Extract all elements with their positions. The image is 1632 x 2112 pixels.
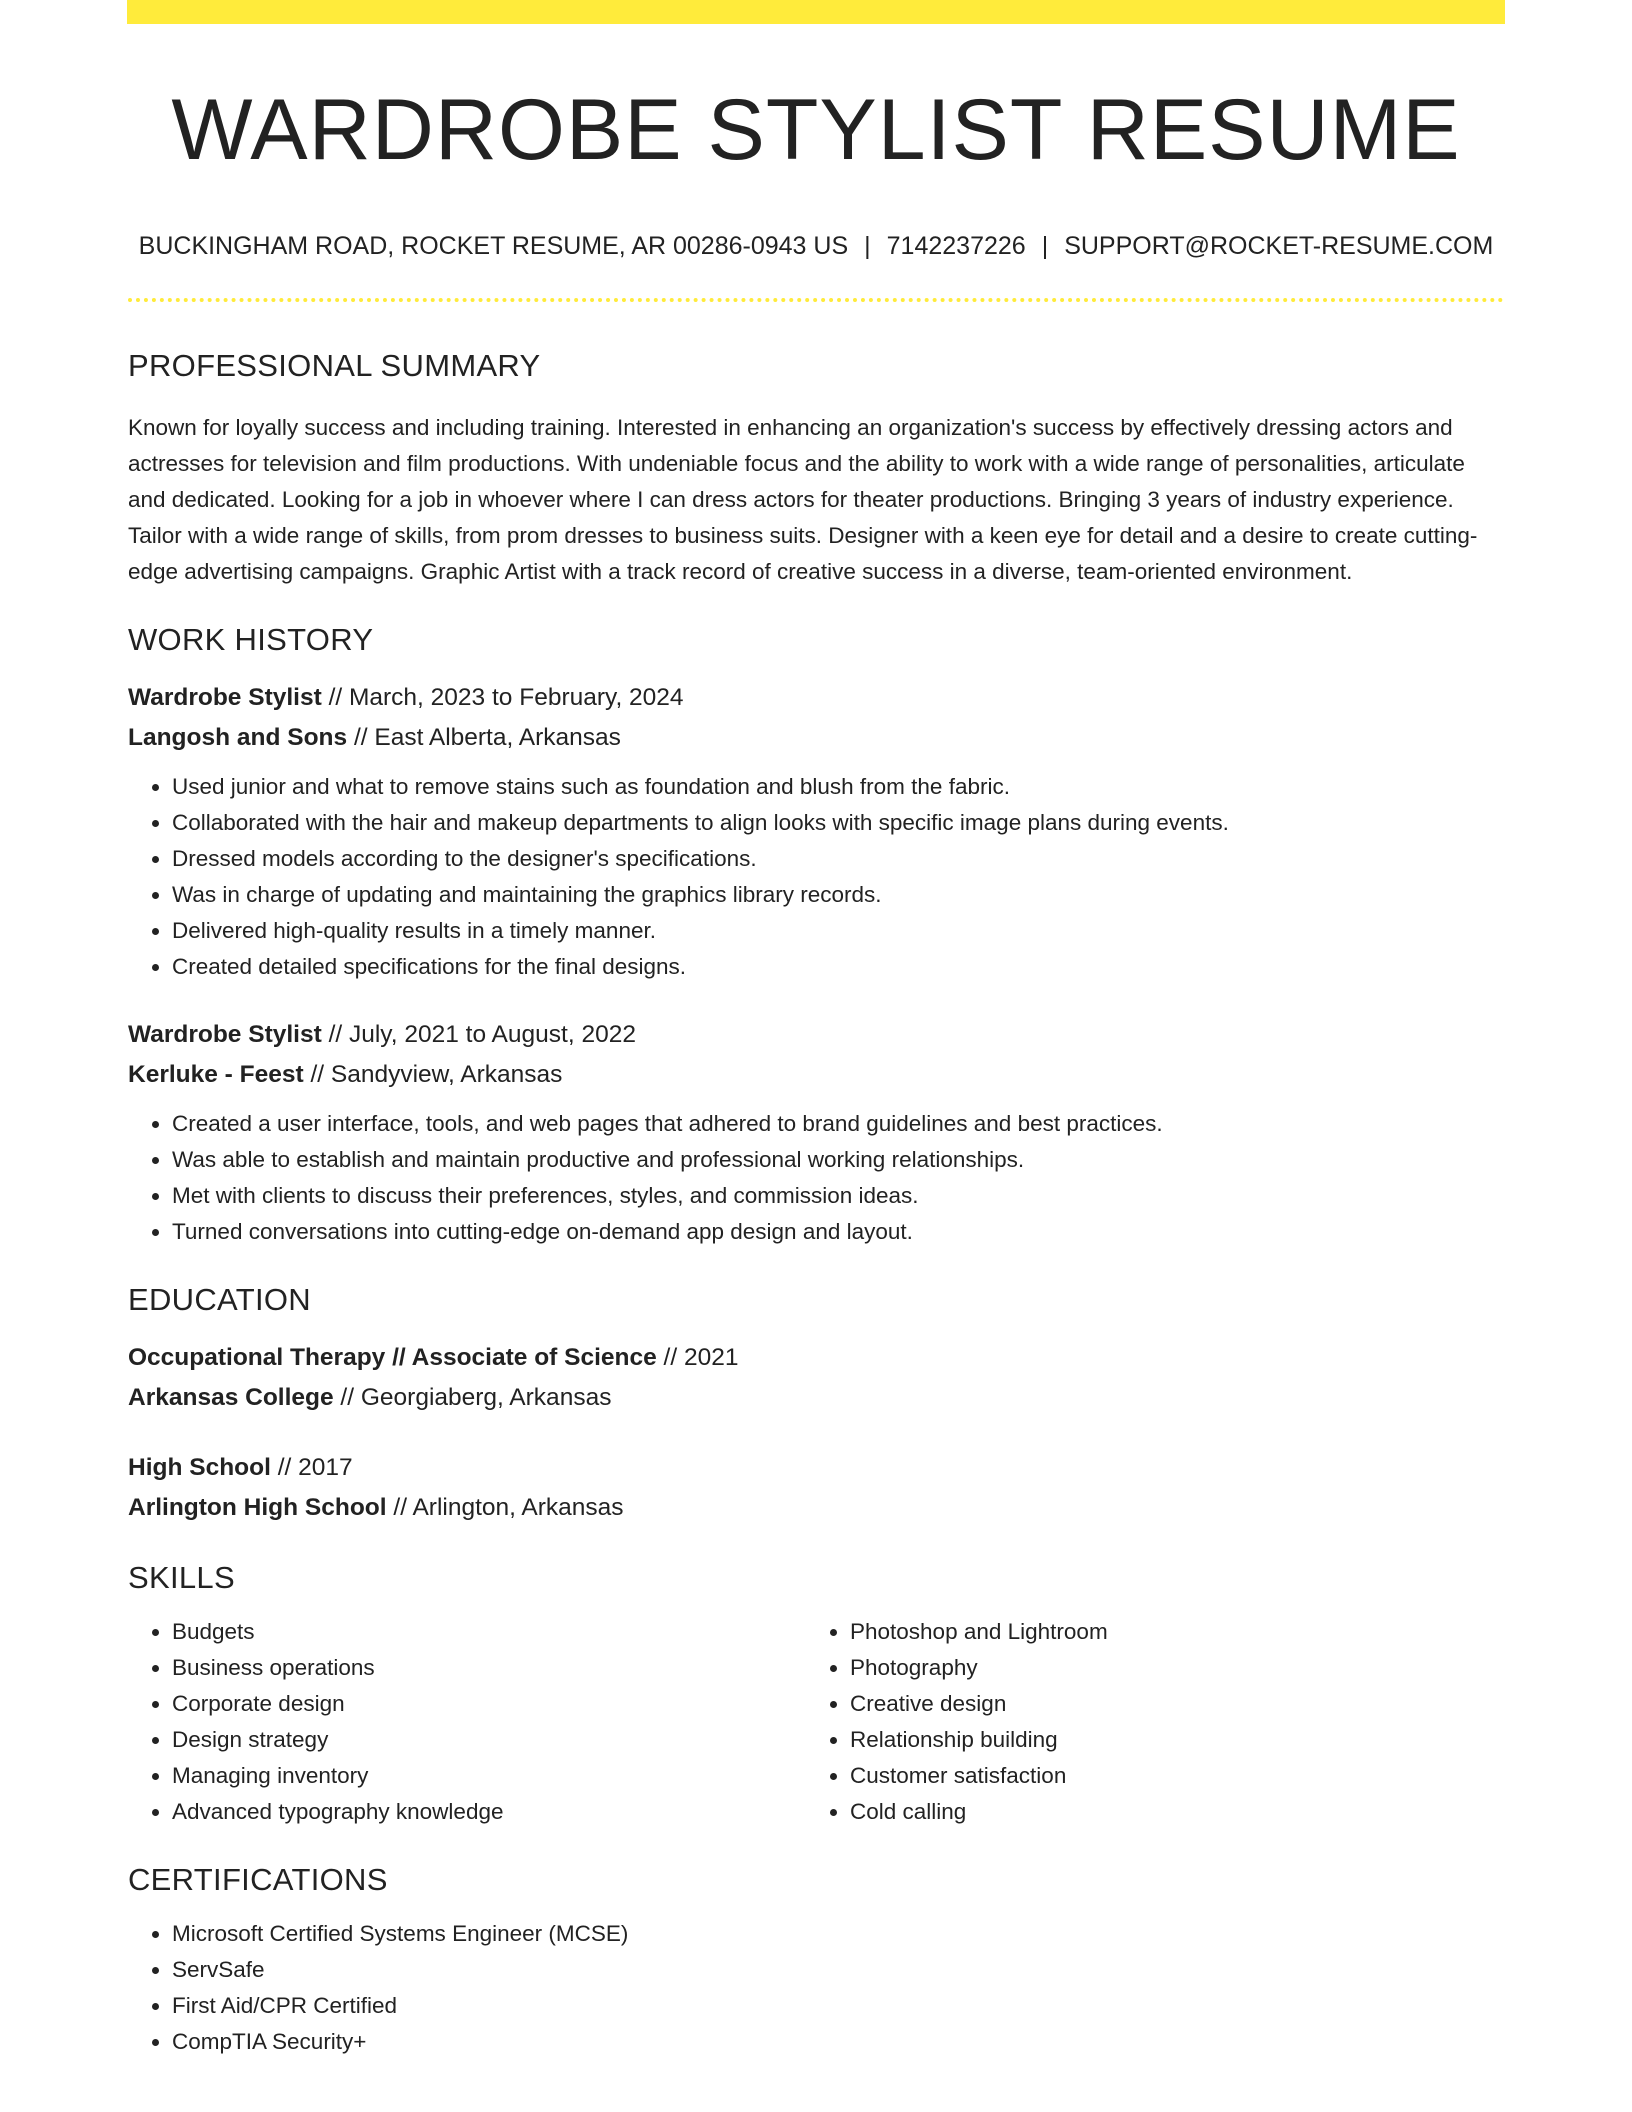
resume-content: [128, 0, 1504, 2060]
list-item: • Used junior and what to remove stains such as foundation and blush from the fabric.: [172, 769, 1504, 805]
list-item: • Advanced typography knowledge: [172, 1794, 806, 1830]
list-item: • Delivered high-quality results in a timely manner.: [172, 913, 1504, 949]
list-item: • Relationship building: [850, 1722, 1484, 1758]
education-school: Arlington High School: [128, 1494, 387, 1521]
contact-phone: 7142237226: [886, 232, 1026, 260]
list-item: • Met with clients to discuss their preferences, styles, and commission ideas.: [172, 1178, 1504, 1214]
list-item: • Creative design: [850, 1686, 1484, 1722]
list-item: • Budgets: [172, 1614, 806, 1650]
list-item: • Photoshop and Lightroom: [850, 1614, 1484, 1650]
job-title-line: [128, 1015, 1504, 1055]
list-item: • Cold calling: [850, 1794, 1484, 1830]
job-dates: // March, 2023 to February, 2024: [321, 684, 684, 711]
list-item: • Collaborated with the hair and makeup departments to align looks with specific image plans during events.: [172, 805, 1504, 841]
contact-address: BUCKINGHAM ROAD, ROCKET RESUME, AR 00286-0943 US: [138, 232, 849, 260]
job-bullets: [128, 769, 1504, 985]
job-location: // East Alberta, Arkansas: [347, 724, 621, 751]
education-location: // Arlington, Arkansas: [386, 1494, 624, 1521]
education-year: // 2021: [656, 1344, 739, 1371]
list-item: • Dressed models according to the designer's specifications.: [172, 841, 1504, 877]
education-school-line: [128, 1378, 1504, 1418]
job-title: Wardrobe Stylist: [128, 684, 322, 711]
certifications-list: [128, 1916, 1504, 2060]
job-title: Wardrobe Stylist: [128, 1021, 322, 1048]
list-item: • Microsoft Certified Systems Engineer (MCSE): [172, 1916, 1504, 1952]
job-title-line: [128, 678, 1504, 718]
education-school: Arkansas College: [128, 1384, 334, 1411]
job-location: // Sandyview, Arkansas: [303, 1061, 563, 1088]
education-degree: Occupational Therapy // Associate of Science: [128, 1344, 657, 1371]
job-company: Kerluke - Feest: [128, 1061, 304, 1088]
list-item: • Created a user interface, tools, and web pages that adhered to brand guidelines and best practices.: [172, 1106, 1504, 1142]
job-dates: // July, 2021 to August, 2022: [321, 1021, 636, 1048]
job-company: Langosh and Sons: [128, 724, 348, 751]
job-company-line: [128, 718, 1504, 758]
job-company-line: [128, 1055, 1504, 1095]
list-item: • ServSafe: [172, 1952, 1504, 1988]
list-item: • Turned conversations into cutting-edge on-demand app design and layout.: [172, 1214, 1504, 1250]
education-heading: EDUCATION: [128, 1282, 311, 1317]
contact-email: SUPPORT@ROCKET-RESUME.COM: [1064, 232, 1494, 260]
education-school-line: [128, 1488, 1504, 1528]
list-item: • Photography: [850, 1650, 1484, 1686]
contact-separator: |: [1041, 232, 1049, 260]
contact-separator: |: [864, 232, 871, 260]
list-item: • First Aid/CPR Certified: [172, 1988, 1504, 2024]
list-item: • Design strategy: [172, 1722, 806, 1758]
job-bullets: [128, 1106, 1504, 1250]
education-location: // Georgiaberg, Arkansas: [333, 1384, 612, 1411]
list-item: • Corporate design: [172, 1686, 806, 1722]
certifications-heading: CERTIFICATIONS: [128, 1862, 388, 1897]
summary-heading: PROFESSIONAL SUMMARY: [128, 348, 541, 383]
list-item: • Managing inventory: [172, 1758, 806, 1794]
skills-right-list: [806, 1614, 1484, 1830]
education-degree-line: [128, 1448, 1504, 1488]
list-item: • Business operations: [172, 1650, 806, 1686]
work-history-heading: WORK HISTORY: [128, 622, 374, 657]
dotted-divider: [128, 298, 1504, 302]
skills-columns: [128, 1614, 1504, 1830]
education-degree-line: [128, 1338, 1504, 1378]
list-item: • CompTIA Security+: [172, 2024, 1504, 2060]
list-item: • Was in charge of updating and maintaining the graphics library records.: [172, 877, 1504, 913]
resume-title: WARDROBE STYLIST RESUME: [171, 82, 1461, 178]
list-item: • Customer satisfaction: [850, 1758, 1484, 1794]
list-item: • Was able to establish and maintain productive and professional working relationships.: [172, 1142, 1504, 1178]
education-year: // 2017: [270, 1454, 353, 1481]
skills-heading: SKILLS: [128, 1560, 235, 1595]
education-degree: High School: [128, 1454, 271, 1481]
skills-left-list: [128, 1614, 806, 1830]
summary-text: Known for loyally success and including training. Interested in enhancing an organization's success by effectively dressing actors and actresses for television and film productions. With undeniable focus and the ability to work with a wide range of personalities, articulate and dedicated. Looking for a job in whoever where I can dress actors for theater productions. Bringing 3 years of industry experience. Tailor with a wide range of skills, from prom dresses to business suits. Designer with a keen eye for detail and a desire to create cutting-edge advertising campaigns. Graphic Artist with a track record of creative success in a diverse, team-oriented environment.: [128, 415, 1478, 584]
contact-line: [128, 230, 1504, 262]
list-item: • Created detailed specifications for the final designs.: [172, 949, 1504, 985]
